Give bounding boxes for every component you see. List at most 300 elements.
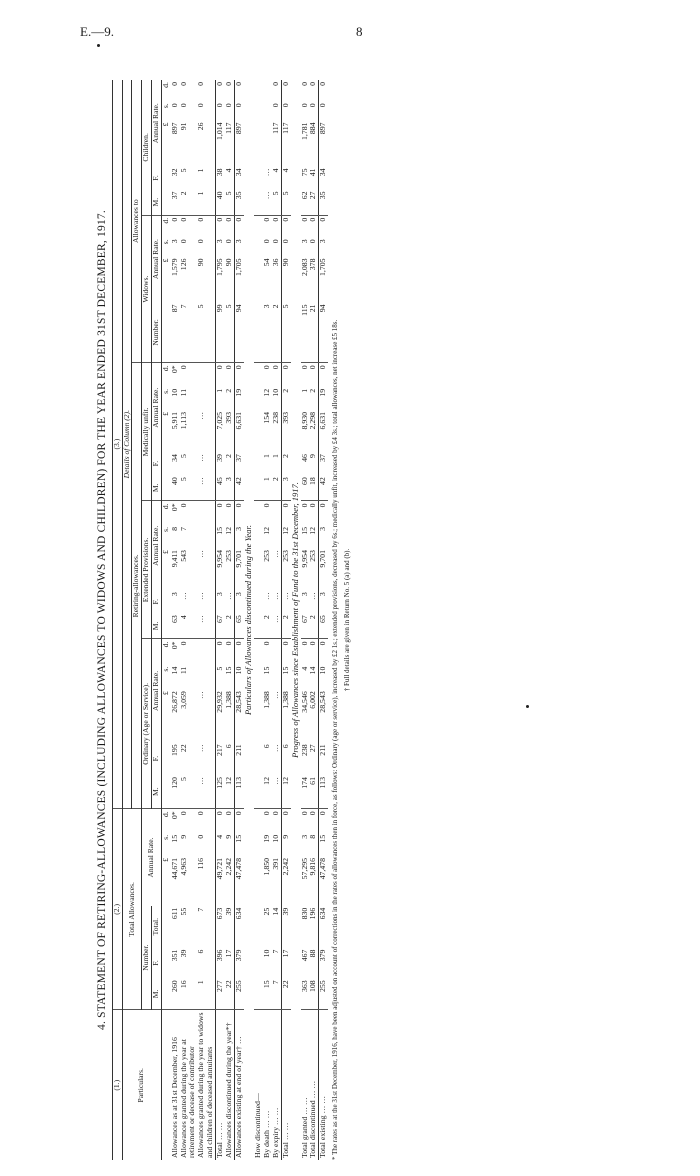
statement-title: 4. STATEMENT OF RETIRING-ALLOWANCES (INCLUDING ALLOWANCES TO WIDOWS AND CHILDREN) FOR THE YEAR ENDED 31ST DECEMBER, 1917. [96,210,108,1030]
table-cell: 0 [281,809,290,833]
table-cell: 17 [224,949,234,958]
table-cell: 0 [178,239,188,244]
table-cell: 0 [224,811,234,816]
table-cell: 211 [319,742,328,775]
table-cell: 0 [216,363,225,387]
table-cell: 0 [178,365,188,370]
details-header: Details of Column (2). [122,80,132,809]
table-cell: 897 [319,120,328,166]
table-cell: 15 [261,666,271,675]
table-cell: 0 [299,811,309,816]
table-cell: 0 [281,101,290,120]
row-label: By expiry … … [270,1107,280,1158]
table-cell: … [197,475,215,501]
pound-unit: £ [160,258,170,263]
table-cell: 0 [281,80,290,101]
table-cell: 37 [171,190,180,216]
table-cell: 830 [299,907,309,920]
table-cell: 0 [169,103,179,108]
table-cell: 65 [235,613,244,639]
f-header: F. [151,948,161,979]
table-cell: 115 [301,302,310,362]
table-cell: 0 [235,101,244,120]
table-cell: … [196,411,206,420]
table-cell: 49,721 [216,856,225,906]
table-cell: 3 [319,590,328,613]
table-cell: 0 [308,503,318,508]
table-cell: 0 [308,239,318,244]
row-label: Total discontinued … … [308,1080,318,1158]
table-row [197,80,215,1160]
table-cell: 7,025 [216,410,225,452]
table-cell: 0 [261,217,271,222]
table-cell: 0 [308,217,318,222]
table-cell: 126 [178,258,188,271]
table-cell: 884 [308,122,318,135]
table-cell: 3 [216,590,225,613]
number-header: Number. [151,302,161,362]
table-cell: 1,388 [281,689,290,742]
page-number: 8 [356,24,363,39]
table-cell: 27 [308,744,318,753]
table-cell: 396 [216,948,225,979]
table-cell: 6,631 [319,410,328,452]
table-cell [197,387,215,410]
pound-unit: £ [160,691,170,696]
table-cell: 5 [180,475,198,501]
table-cell: 7 [270,949,280,954]
table-cell: 897 [169,122,179,135]
table-cell [272,665,281,690]
table-cell: 1,705 [319,256,328,302]
table-cell: 87 [171,302,180,362]
table-cell: 3 [216,237,225,256]
table-cell: 35 [319,190,328,216]
table-cell: 37 [235,452,244,475]
table-cell: 1,579 [169,258,179,277]
table-cell: 99 [216,302,225,362]
table-cell: 65 [319,613,328,639]
table-cell: 3 [319,525,328,548]
pound-unit: £ [160,411,170,416]
pence-unit: d. [160,503,170,510]
table-cell: 217 [216,742,225,775]
table-cell: 0 [235,215,244,237]
table-cell [197,665,215,690]
table-cell: 253 [308,550,318,562]
table-cell: 15 [299,526,309,535]
table-cell: 2 [272,302,281,362]
table-cell: 238 [270,411,280,424]
table-cell: 6 [261,744,271,749]
table-cell: 15 [235,833,244,856]
table-cell: 1 [197,978,215,1010]
table-cell: 5,911 [169,411,179,430]
table-cell: 57,295 [299,857,309,880]
table-cell: 5 [272,190,281,216]
table-cell: 12 [308,526,318,535]
table-cell: 0* [169,811,179,820]
table-cell: … [272,775,281,809]
table-cell [272,501,281,525]
table-cell: 108 [309,978,318,1010]
table-cell: 12 [261,388,271,397]
table-cell: … [272,613,281,639]
table-cell: 117 [281,120,290,166]
allowances-to-header: Allowances to [132,80,142,363]
table-cell: 47,478 [319,856,328,906]
shilling-unit: s. [160,666,170,672]
table-cell: 611 [169,907,179,920]
table-cell: 0 [308,82,318,86]
table-cell: 42 [319,475,328,501]
row-label: Allowances granted during the year to widows and children of deceased annuitants [196,1012,215,1158]
row-label: Total granted … … [299,1097,309,1158]
table-cell: 0 [281,215,290,237]
table-cell: 9,954 [299,550,309,568]
table-cell: 88 [308,949,318,958]
pence-unit: d. [160,217,170,224]
table-cell: 0 [281,501,290,525]
table-cell: 90 [224,258,234,267]
table-cell: 46 [299,454,309,462]
table-cell: 6,002 [308,691,318,709]
table-cell: 0 [196,217,206,222]
table-cell: 42 [235,475,244,501]
table-cell: 0 [281,639,290,665]
row-label: Allowances granted during the year at retirement or decease of contributor [178,1039,197,1158]
table-cell: … [261,592,271,600]
table-cell: 0 [261,641,271,646]
table-cell: 29,932 [216,689,225,742]
table-cell: 34 [235,166,244,189]
table-cell: 0* [169,365,179,374]
table-cell: 113 [235,775,244,809]
table-cell: 0 [178,503,188,508]
widows-header: Widows. [142,215,152,363]
table-cell: 154 [261,411,271,424]
table-cell: 90 [281,256,290,302]
table-cell: 117 [270,122,280,134]
shilling-unit: s. [160,526,170,532]
table-cell: 54 [261,258,271,267]
table-cell: 16 [180,978,198,1010]
table-cell: 10 [169,388,179,397]
table-cell: 2,242 [281,856,290,906]
table-cell: 0 [299,365,309,370]
table-cell: 260 [171,978,180,1010]
table-cell: 39 [178,949,188,958]
table-cell: 0 [178,103,188,108]
table-cell: … [308,592,318,600]
table-cell: 0 [224,641,234,646]
table-cell: 0 [270,239,280,244]
row-label: Total … … [216,1010,225,1160]
page-reference: E.—9. [80,24,114,39]
table-cell: 897 [235,120,244,166]
table-cell: 2 [281,387,290,410]
table-cell: 0 [270,82,280,86]
table-cell: 0 [308,641,318,646]
table-cell: 9,954 [216,548,225,590]
shilling-unit: s. [160,834,170,840]
table-cell: 673 [216,906,225,948]
table-cell: 34 [169,454,179,462]
table-cell: 7 [178,526,188,531]
table-cell: 15 [319,833,328,856]
table-cell: 4 [270,168,280,173]
table-cell: 75 [299,168,309,177]
table-cell: 8 [308,834,318,839]
table-cell: 9 [224,834,234,839]
table-cell: 3 [235,525,244,548]
shilling-unit: s. [160,388,170,394]
section-heading: Progress of Allowances since Establishment of Fund to the 31st December, 1917. [289,482,300,758]
f-header: F. [151,742,161,775]
table-cell: … [196,550,206,558]
table-cell: 7 [272,978,281,1010]
table-cell: 35 [235,190,244,216]
table-cell: 3 [299,239,309,244]
table-cell: … [270,691,280,700]
table-cell: 26,872 [169,691,179,713]
table-cell: 61 [309,775,318,809]
table-cell: 0 [196,834,206,839]
table-cell: 0 [261,365,271,370]
table-cell: 5 [178,454,188,458]
extended-header: Extended Provisions. [142,501,152,639]
table-cell: 21 [309,302,318,362]
table-cell: 22 [281,978,290,1010]
table-cell: 12 [261,526,271,535]
table-cell: 634 [319,906,328,948]
ordinary-header: Ordinary (Age or Service). [142,639,152,809]
table-cell: 11 [178,388,188,397]
table-cell: … [196,744,206,753]
table-cell: 253 [261,550,271,562]
table-cell: 32 [169,168,179,177]
table-cell: 0 [235,639,244,665]
table-cell: 0 [216,80,225,101]
total-allowances-header: Total Allowances. [122,809,141,1010]
table-cell: 0 [319,363,328,387]
table-cell: 0 [319,80,328,101]
table-cell: … [261,168,271,177]
m-header: M. [151,613,161,639]
table-cell: 10 [235,665,244,690]
table-cell: 36 [270,258,280,267]
annual-rate-header: Annual Rate. [151,363,161,452]
table-cell: 393 [281,410,290,452]
table-cell: 391 [270,857,280,870]
table-cell: 116 [196,857,206,870]
ink-speck [97,44,100,47]
table-cell: 67 [216,613,225,639]
table-cell [197,639,215,665]
table-cell: 37 [319,452,328,475]
row-label: Allowances as at 31st December, 1916 [169,1037,179,1158]
table-cell: 1,113 [178,411,188,430]
table-cell: 5 [216,665,225,690]
table-cell: 8,930 [299,411,309,430]
table-cell: 2 [180,190,198,216]
table-cell: 0 [216,501,225,525]
table-cell: 0 [319,501,328,525]
table-cell: 12 [225,775,234,809]
table-cell: 9 [178,834,188,839]
m-header: M. [151,190,161,216]
table-cell [197,363,215,387]
table-cell: 5 [281,302,290,362]
table-cell: 94 [319,302,328,362]
table-cell: 1,781 [299,122,309,140]
row-label: Allowances existing at end of year† … [235,1010,244,1160]
table-cell: 15 [169,834,179,843]
table-cell: 0 [319,809,328,833]
table-cell: 0 [196,239,206,244]
table-cell: 12 [263,775,272,809]
table-cell: 3 [281,475,290,501]
table-cell: 0 [270,103,280,108]
table-cell: 6 [224,744,234,749]
shilling-unit: s. [160,103,170,109]
table-cell: 1,388 [224,691,234,709]
table-row [319,80,328,1160]
table-cell: 117 [224,122,234,134]
table-cell: 5 [281,190,290,216]
table-cell: 41 [308,168,318,177]
table-cell: 0 [224,217,234,222]
col2-number: (2.) [113,809,123,1010]
allowances-table [112,80,328,1160]
medically-header: Medically unfit. [142,363,152,501]
table-cell: 4 [180,613,198,639]
table-cell: 19 [319,387,328,410]
table-cell: 1 [299,388,309,393]
pound-unit: £ [160,857,170,862]
table-cell: 0 [270,811,280,816]
table-cell: 9,701 [235,548,244,590]
footnote-adjustments: * The rates as at the 31st December, 1916, have been adjusted on account of corrections in the rates of allowances then in force, as follows: Ordinary (age or service), increased by £2 1s.; extended provisions, decreased by 6s.; medically unfit, increased by £4 3s.; total allowances, net increase £5 18s. [331,319,340,1160]
table-cell: … [263,190,272,216]
table-cell: 19 [235,387,244,410]
table-cell: 0 [224,103,234,108]
table-cell: … [270,550,280,558]
table-cell: 34 [319,166,328,189]
table-cell: 0 [299,641,309,646]
shilling-unit: s. [160,239,170,245]
total-header: Total. [151,906,161,948]
table-cell: 0 [319,101,328,120]
table-cell: 62 [301,190,310,216]
row-label: Total … … [281,1010,290,1160]
table-cell: 34,546 [299,691,309,713]
f-header: F. [151,452,161,475]
table-cell: 7 [196,907,206,912]
table-cell: 1 [197,190,215,216]
table-cell: 10 [270,388,280,397]
table-cell: 1 [263,475,272,501]
table-cell: 0 [178,217,188,222]
table-cell: 634 [235,906,244,948]
table-cell: 543 [178,550,188,562]
table-cell: 238 [299,744,309,756]
table-cell: 0 [216,215,225,237]
table-cell: 0 [216,639,225,665]
table-cell: 2,298 [308,411,318,430]
table-cell: 0 [235,809,244,833]
table-cell: 393 [224,411,234,424]
table-cell: 3 [319,237,328,256]
table-cell: 0 [216,101,225,120]
table-cell [272,525,281,548]
table-cell: 3 [225,475,234,501]
children-header: Children. [142,80,152,215]
table-cell: 39 [281,906,290,948]
table-cell [197,525,215,548]
annual-rate-header: Annual Rate. [142,809,161,906]
table-cell: 0 [261,239,271,244]
table-cell: … [197,613,215,639]
m-header: M. [151,978,161,1010]
table-cell: 253 [224,550,234,562]
table-cell: 12 [281,775,290,809]
table-cell: 0 [224,82,234,86]
table-cell: 0 [299,217,309,222]
table-cell: 351 [169,949,179,962]
table-cell: 28,543 [235,689,244,742]
table-cell: 0 [178,811,188,816]
m-header: M. [151,775,161,809]
pence-unit: d. [160,82,170,88]
table-cell: 0 [308,811,318,816]
table-cell: 10 [261,949,271,958]
table-cell: 0 [319,215,328,237]
retiring-header: Retiring-allowances. [132,363,142,809]
table-cell: 0 [299,103,309,108]
table-cell: 1,795 [216,256,225,302]
table-cell: 67 [301,613,310,639]
table-cell: 10 [270,834,280,843]
table-cell: 125 [216,775,225,809]
table-cell: 2 [309,613,318,639]
table-cell: 5 [225,302,234,362]
table-cell: 0 [178,641,188,646]
table-cell: 40 [171,475,180,501]
table-row [180,80,198,1160]
table-cell: 12 [224,526,234,535]
section-heading: Particulars of Allowances discontinued during the Year. [243,524,254,716]
table-cell: 4 [224,168,234,173]
table-cell: 9 [281,833,290,856]
table-cell: 4 [216,833,225,856]
table-cell: 3 [235,590,244,613]
table-cell: 0 [270,365,280,370]
table-cell: 10 [319,665,328,690]
table-cell: 14 [169,666,179,675]
table-cell: 0 [281,363,290,387]
table-cell [197,501,215,525]
table-cell: 1 [216,387,225,410]
table-cell: 0 [235,501,244,525]
f-header: F. [151,590,161,613]
table-cell: 0 [224,365,234,370]
table-cell: 14 [308,666,318,675]
table-cell: 4 [299,666,309,671]
table-cell: 363 [301,978,310,1010]
row-label: Allowances discontinued during the year*† [224,1022,234,1158]
table-cell: 253 [281,548,290,590]
